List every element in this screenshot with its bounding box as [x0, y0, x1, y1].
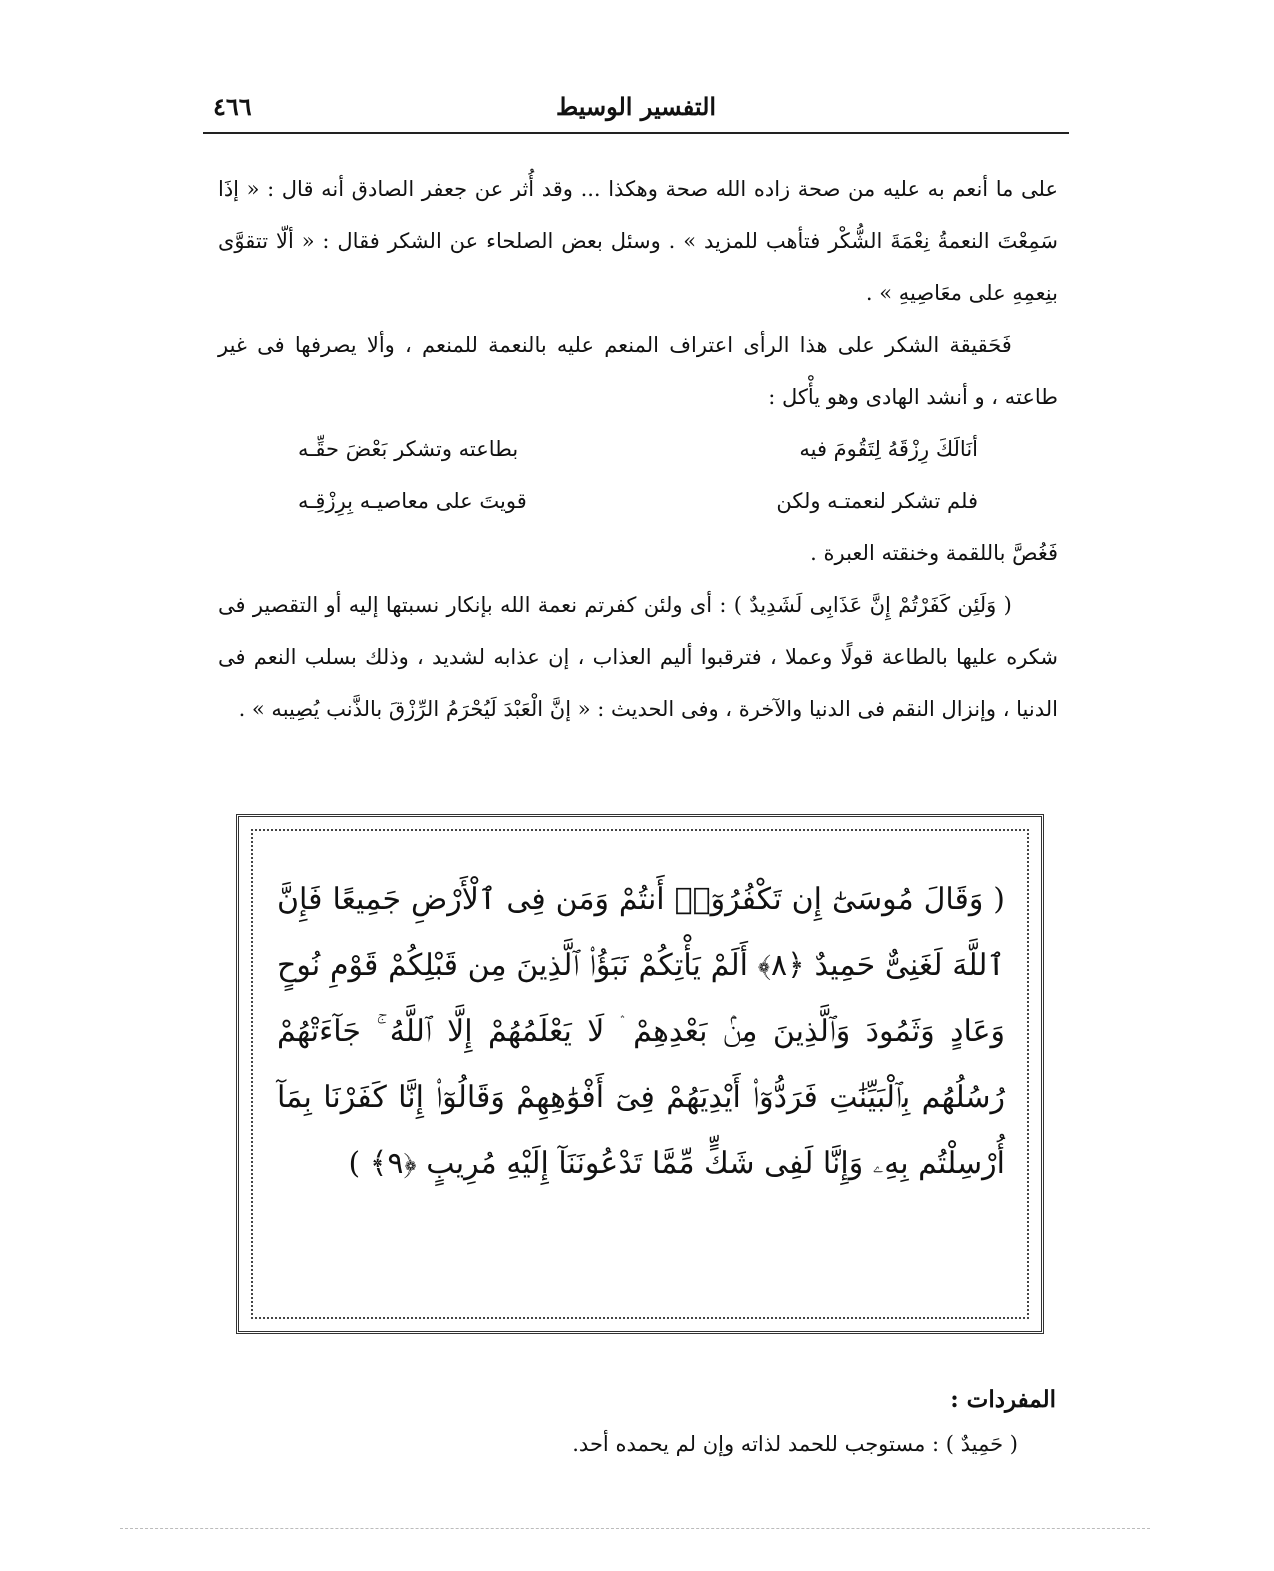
poem-line-2	[218, 475, 1058, 527]
vocabulary-definition: ( حَمِيدٌ ) : مستوجب للحمد لذاته وإن لم يحمده أحد.	[572, 1432, 1018, 1456]
commentary-text	[218, 163, 1058, 735]
quran-verse-text: ( وَقَالَ مُوسَىٰٓ إِن تَكْفُرُوٓا۟ أَنتُمْ وَمَن فِى ٱلْأَرْضِ جَمِيعًا فَإِنَّ ٱللَّهَ لَغَنِىٌّ حَمِيدٌ ﴿٨﴾ أَلَمْ يَأْتِكُمْ نَبَؤُا۟ ٱلَّذِينَ مِن قَبْلِكُمْ قَوْمِ نُوحٍ وَعَادٍ وَثَمُودَ وَٱلَّذِينَ مِنۢ بَعْدِهِمْ ۛ لَا يَعْلَمُهُمْ إِلَّا ٱللَّهُ ۚ جَآءَتْهُمْ رُسُلُهُم بِٱلْبَيِّنَٰتِ فَرَدُّوٓا۟ أَيْدِيَهُمْ فِىٓ أَفْوَٰهِهِمْ وَقَالُوٓا۟ إِنَّا كَفَرْنَا بِمَآ أُرْسِلْتُم بِهِۦ وَإِنَّا لَفِى شَكٍّ مِّمَّا تَدْعُونَنَآ إِلَيْهِ مُرِيبٍ ﴿٩﴾ )	[277, 882, 1006, 1181]
paragraph-4: ( وَلَئِن كَفَرْتُمْ إِنَّ عَذَابِى لَشَدِيدٌ ) : أى ولئن كفرتم نعمة الله بإنكار نسبتها إليه أو التقصير فى شكره عليها بالطاعة قولًا وعملا ، فترقبوا أليم العذاب ، إن عذابه لشديد ، وذلك بسلب النعم فى الدنيا ، وإنزال النقم فى الدنيا والآخرة ، وفى الحديث : « إنَّ الْعَبْدَ لَيُحْرَمُ الرِّزْقَ بالذَّنب يُصِيبه » .	[218, 593, 1058, 721]
poem-line-2-second-hemistich: قويتَ على معاصيـه بِرِزْقِـه	[298, 489, 527, 513]
paragraph-1: على ما أنعم به عليه من صحة زاده الله صحة وهكذا ... وقد أُثر عن جعفر الصادق أنه قال : « إذَا سَمِعْتَ النعمةُ نِعْمَةَ الشُّكْر فتأهب للمزيد » . وسئل بعض الصلحاء عن الشكر فقال : « ألّا تتقوَّى بنِعمِهِ على معَاصِيهِ » .	[218, 177, 1058, 305]
poem-line-2-first-hemistich: فلم تشكر لنعمتـه ولكن	[776, 489, 978, 513]
vocabulary-heading: المفردات :	[950, 1386, 1056, 1413]
poem-line-1	[218, 423, 1058, 475]
page-header	[203, 88, 1069, 134]
poem	[218, 423, 1058, 527]
page-number: ٤٦٦	[213, 92, 252, 121]
scan-edge-line	[120, 1528, 1150, 1529]
quran-verse-frame	[236, 814, 1044, 1334]
running-title: التفسير الوسيط	[555, 92, 717, 121]
paragraph-2: فَحَقيقة الشكر على هذا الرأى اعتراف المنعم عليه بالنعمة للمنعم ، وألا يصرفها فى غير طاعته ، و أنشد الهادى وهو يأْكل :	[218, 333, 1058, 409]
poem-line-1-first-hemistich: أنَالَكَ رِزْقَهُ لِتَقُومَ فيه	[799, 437, 978, 461]
poem-line-1-second-hemistich: بطاعته وتشكر بَعْضَ حقِّـه	[298, 437, 519, 461]
paragraph-3: فَغُصَّ باللقمة وخنقته العبرة .	[810, 541, 1058, 565]
